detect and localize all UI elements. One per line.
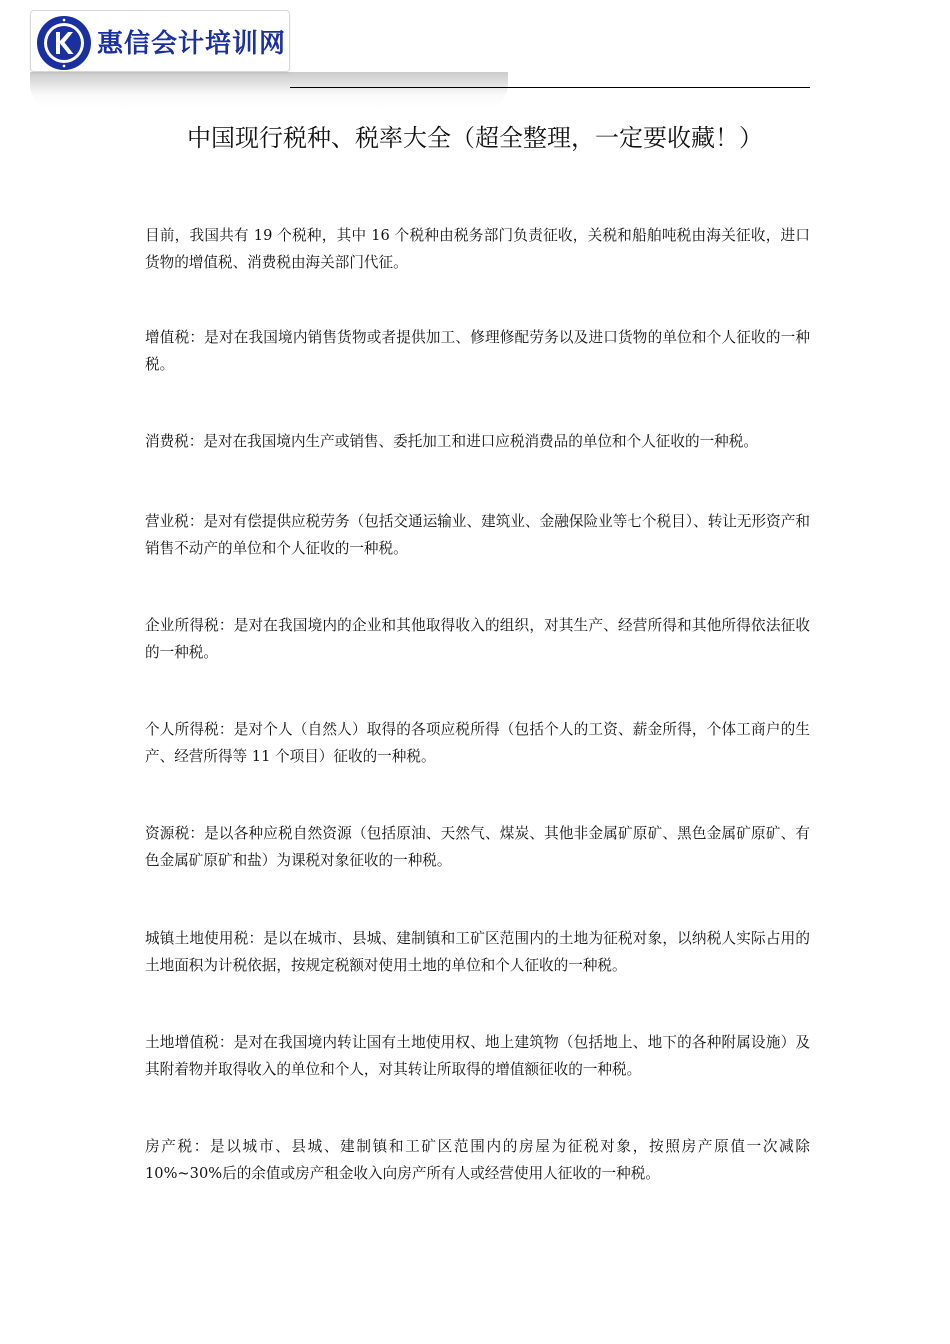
logo-shadow xyxy=(30,72,508,110)
document-title: 中国现行税种、税率大全（超全整理，一定要收藏！） xyxy=(187,124,763,152)
paragraph-individual-income-tax: 个人所得税：是对个人（自然人）取得的各项应税所得（包括个人的工资、薪金所得，个体工商户的生产、经营所得等 11 个项目）征收的一种税。 xyxy=(145,721,810,765)
paragraph-corporate-income-tax: 企业所得税：是对在我国境内的企业和其他取得收入的组织，对其生产、经营所得和其他所得依法征收的一种税。 xyxy=(145,617,810,661)
site-logo[interactable] xyxy=(30,10,290,72)
paragraph-property-tax: 房产税：是以城市、县城、建制镇和工矿区范围内的房屋为征税对象，按照房产原值一次减除10%~30%后的余值或房产租金收入向房产所有人或经营使用人征收的一种税。 xyxy=(145,1138,810,1182)
paragraph-resource-tax: 资源税：是以各种应税自然资源（包括原油、天然气、煤炭、其他非金属矿原矿、黑色金属矿原矿、有色金属矿原矿和盐）为课税对象征收的一种税。 xyxy=(145,825,810,869)
paragraph-urban-land-use-tax: 城镇土地使用税：是以在城市、县城、建制镇和工矿区范围内的土地为征税对象，以纳税人实际占用的土地面积为计税依据，按规定税额对使用土地的单位和个人征收的一种税。 xyxy=(145,930,810,974)
paragraph-consumption-tax: 消费税：是对在我国境内生产或销售、委托加工和进口应税消费品的单位和个人征收的一种税。 xyxy=(145,433,758,450)
paragraph-intro: 目前，我国共有 19 个税种，其中 16 个税种由税务部门负责征收，关税和船舶吨税由海关征收，进口货物的增值税、消费税由海关部门代征。 xyxy=(145,227,810,271)
paragraph-vat: 增值税：是对在我国境内销售货物或者提供加工、修理修配劳务以及进口货物的单位和个人征收的一种税。 xyxy=(145,329,810,373)
logo-text: 惠信会计培训网 xyxy=(97,29,287,59)
paragraph-business-tax: 营业税：是对有偿提供应税劳务（包括交通运输业、建筑业、金融保险业等七个税目）、转让无形资产和销售不动产的单位和个人征收的一种税。 xyxy=(145,513,810,557)
paragraph-land-appreciation-tax: 土地增值税：是对在我国境内转让国有土地使用权、地上建筑物（包括地上、地下的各种附属设施）及其附着物并取得收入的单位和个人，对其转让所取得的增值额征收的一种税。 xyxy=(145,1034,810,1078)
header-rule xyxy=(290,87,810,88)
logo-emblem-icon xyxy=(36,15,92,71)
